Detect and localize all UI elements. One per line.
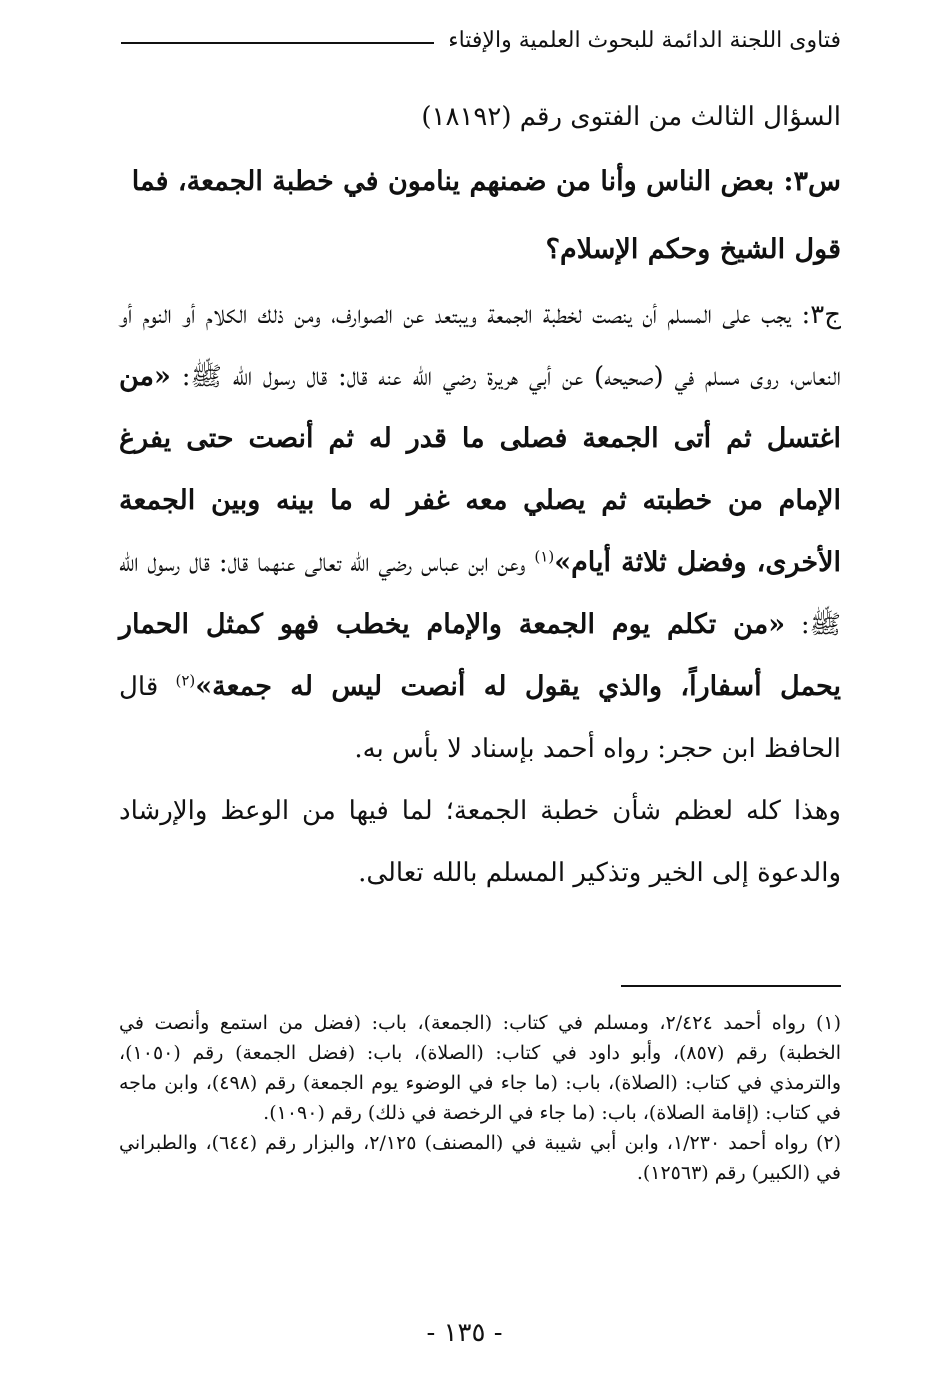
- conclusion-paragraph: وهذا كله لعظم شأن خطبة الجمعة؛ لما فيها من الوعظ والإرشاد والدعوة إلى الخير وتذكير المسلم بالله تعالى.: [119, 796, 841, 888]
- footnotes: [119, 1008, 841, 1188]
- hadith-2: «من تكلم يوم الجمعة والإمام يخطب فهو كمثل الحمار يحمل أسفاراً، والذي يقول له أنصت ليس له جمعة»: [119, 609, 841, 702]
- header-rule: [121, 42, 434, 44]
- running-header: [121, 28, 841, 53]
- footnote-ref-1[interactable]: (١): [534, 547, 555, 566]
- narration-connector: وعن ابن عباس رضي الله تعالى عنهما قال: قال رسول الله ﷺ:: [119, 548, 841, 640]
- question-reference: السؤال الثالث من الفتوى رقم (١٨١٩٢): [421, 102, 841, 132]
- header-title: فتاوى اللجنة الدائمة للبحوث العلمية والإفتاء: [448, 28, 841, 53]
- answer-intro: ج٣: يجب على المسلم أن ينصت لخطبة الجمعة ويبتعد عن الصوارف، ومن ذلك الكلام أو النوم أو النعاس، روى مسلم في (صحيحه) عن أبي هريرة رضي الله عنه قال: قال رسول الله ﷺ:: [119, 300, 841, 392]
- footnote-ref-2[interactable]: (٢): [175, 671, 196, 690]
- footnote-2: (٢) رواه أحمد ١/٢٣٠، وابن أبي شيبة في (المصنف) ٢/١٢٥، والبزار رقم (٦٤٤)، والطبراني في (الكبير) رقم (١٢٥٦٣).: [119, 1132, 841, 1184]
- footnote-separator: [621, 985, 841, 987]
- hadith-1: «من اغتسل ثم أتى الجمعة فصلى ما قدر له ثم أنصت حتى يفرغ الإمام من خطبته ثم يصلي معه غفر له ما بينه وبين الجمعة الأخرى، وفضل ثلاثة أيام»: [119, 361, 841, 578]
- question-text: س٣: بعض الناس وأنا من ضمنهم ينامون في خطبة الجمعة، فما قول الشيخ وحكم الإسلام؟: [131, 166, 841, 265]
- main-text: [119, 86, 841, 904]
- footnote-1: (١) رواه أحمد ٢/٤٢٤، ومسلم في كتاب: (الجمعة)، باب: (فضل من استمع وأنصت في الخطبة) رقم (٨٥٧)، وأبو داود في كتاب: (الصلاة)، باب: (فضل الجمعة) رقم (١٠٥٠)، والترمذي في كتاب: (الصلاة)، باب: (ما جاء في الوضوء يوم الجمعة) رقم (٤٩٨)، وابن ماجه في كتاب: (إقامة الصلاة)، باب: (ما جاء في الرخصة في ذلك) رقم (١٠٩٠).: [119, 1012, 841, 1124]
- page-number: - ١٣٥ -: [426, 1318, 503, 1348]
- answer-paragraph: [119, 284, 841, 780]
- hadith-2-grading: قال الحافظ ابن حجر: رواه أحمد بإسناد لا بأس به.: [119, 672, 841, 764]
